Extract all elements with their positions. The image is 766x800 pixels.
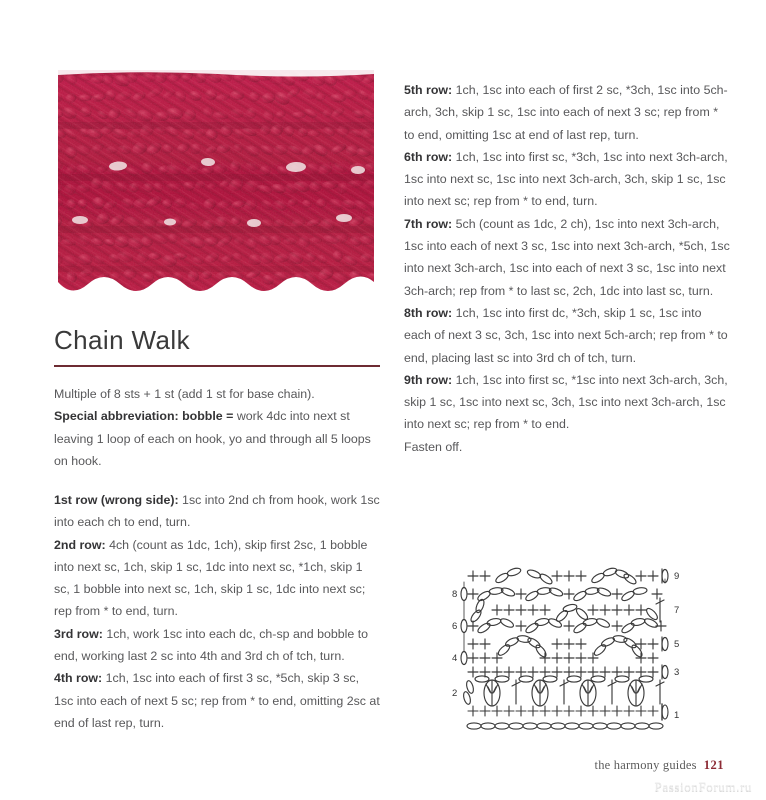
book-name: the harmony guides [594,758,697,772]
fasten-off-line: Fasten off. [404,439,463,454]
site-watermark: PassionForum.ru [654,779,752,794]
row-label: 4th row: [54,671,103,686]
chart-row-number: 6 [452,621,458,632]
row-label: 6th row: [404,149,453,164]
chart-row-number: 3 [674,667,680,678]
chart-svg [452,538,718,734]
row-label: 5th row: [404,83,453,97]
row-text: 5ch (count as 1dc, 2 ch), 1sc into next 3ch-arch, 1sc into each of next 3 sc, 1sc into next 3ch-arch, *5ch, 1sc into next 3ch-arch, 1sc into each of next 3 sc, 1sc into next 3ch-arch; rep from * to last sc, 2ch, 1dc into last sc, turn. [404,216,730,298]
instructions-left-column [54,489,380,734]
crochet-swatch-photo [58,70,374,298]
chart-row-8 [461,586,662,602]
multiple-line: Multiple of 8 sts + 1 st (add 1 st for base chain). [54,387,315,401]
swatch-image [58,70,374,298]
row-instruction [54,623,380,668]
intro-text-block [54,383,378,472]
special-abbreviation-text: work 4dc into next st leaving 1 loop of each on hook, yo and through all 5 loops on hook. [54,409,371,468]
page-number: 121 [703,758,724,772]
row-instruction [54,667,380,734]
row-instruction [404,146,730,213]
chart-row-9 [468,567,668,586]
chart-row-2 [462,676,664,706]
row-instruction [54,534,380,623]
row-text: 1ch, 1sc into first sc, *3ch, 1sc into next 3ch-arch, 1sc into next sc, 1sc into next 3ch-arch, 3ch, skip 1 sc, 1sc into next sc; rep from * to end, turn. [404,149,728,209]
chart-row-number: 1 [674,710,680,721]
chart-row-number: 9 [674,571,680,582]
row-label: 8th row: [404,305,453,320]
chart-row-number: 5 [674,639,680,650]
row-instruction [404,369,730,436]
row-label: 7th row: [404,216,453,231]
chart-row-number: 4 [452,653,458,664]
row-text: 1ch, 1sc into each of first 2 sc, *3ch, 1sc into 5ch-arch, 3ch, skip 1 sc, 1sc into each of next 3 sc; rep from * to end, omitting 1sc at end of last rep, turn. [404,83,728,142]
row-text: 4ch (count as 1dc, 1ch), skip first 2sc, 1 bobble into next sc, 1ch, skip 1 sc, 1dc into next sc, *1ch, skip 1 sc, 1 bobble into next sc, 1ch, skip 1 sc, 1dc into next sc; rep from * to end, turn. [54,537,368,619]
row-instruction [404,79,730,146]
chart-row-number: 8 [452,589,458,600]
page-title: Chain Walk [54,325,190,355]
chart-row-1 [467,704,668,729]
chart-row-number: 7 [674,605,680,616]
instructions-right-column [404,79,730,458]
row-label: 2nd row: [54,537,106,552]
row-text: 1sc into 2nd ch from hook, work 1sc into each ch to end, turn. [54,493,380,530]
row-label: 1st row (wrong side): [54,493,179,507]
row-label: 3rd row: [54,626,103,641]
row-text: 1ch, 1sc into first dc, *3ch, skip 1 sc, 1sc into each of next 3 sc, 3ch, 1sc into next 5ch-arch; rep from * to end, placing last sc into 3rd ch of tch, turn. [404,305,728,365]
chart-row-5 [468,635,668,659]
crochet-stitch-chart [452,538,718,734]
special-abbreviation-line [54,405,378,472]
row-instruction [404,302,730,369]
page-footer [0,758,766,773]
row-text: 1ch, work 1sc into each dc, ch-sp and bobble to end, working last 2 sc into 4th and 3rd ch of tch, turn. [54,626,369,664]
row-text: 1ch, 1sc into first sc, *1sc into next 3ch-arch, 3ch, skip 1 sc, 1sc into next sc, 3ch, 1sc into next 3ch-arch, 1sc into next sc; rep from * to end. [404,372,728,432]
row-text: 1ch, 1sc into each of first 3 sc, *5ch, skip 3 sc, 1sc into each of next 5 sc; rep from * to end, omitting 2sc at end of last rep, turn. [54,671,380,730]
row-instruction [404,213,730,302]
special-abbreviation-label: Special abbreviation: bobble = [54,409,234,424]
title-divider [54,365,380,367]
chart-row-number: 2 [452,688,458,699]
row-instruction [54,489,380,534]
row-label: 9th row: [404,372,453,387]
pattern-title-block [54,326,380,367]
chart-row-4 [461,652,658,665]
